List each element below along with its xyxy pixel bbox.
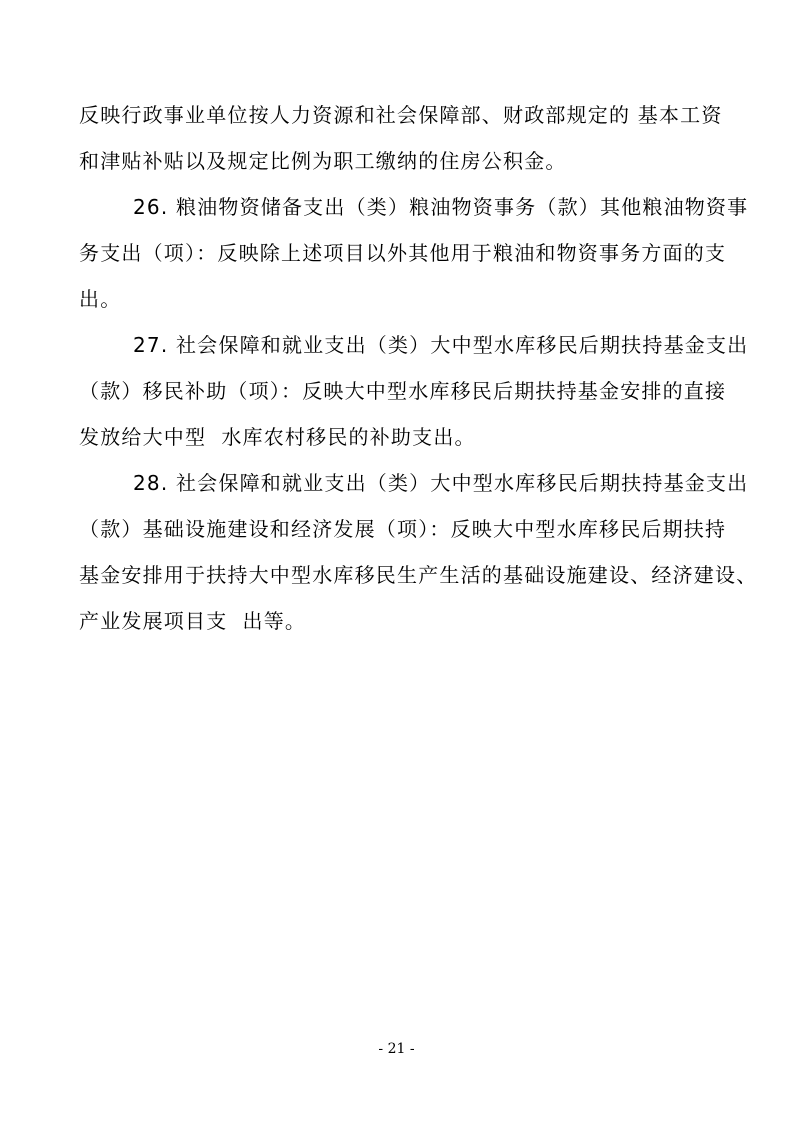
text-line: 反映行政事业单位按人力资源和社会保障部、财政部规定的 基本工资 xyxy=(79,103,723,127)
paragraph-item-27 xyxy=(79,322,749,460)
text-line: 基金安排用于扶持大中型水库移民生产生活的基础设施建设、经济建设、 xyxy=(79,563,758,587)
text-line: 出。 xyxy=(79,287,122,311)
text-line: 27. 社会保障和就业支出（类）大中型水库移民后期扶持基金支出 xyxy=(133,333,749,357)
page-number: - 21 - xyxy=(378,1041,415,1057)
text-line: 产业发展项目支 出等。 xyxy=(79,609,307,633)
paragraph-item-28 xyxy=(79,460,758,644)
text-line: 和津贴补贴以及规定比例为职工缴纳的住房公积金。 xyxy=(79,149,567,173)
paragraph-item-26 xyxy=(79,184,749,322)
text-line: （款）基础设施建设和经济发展（项）：反映大中型水库移民后期扶持 xyxy=(79,517,727,541)
text-line: 务支出（项）：反映除上述项目以外其他用于粮油和物资事务方面的支 xyxy=(79,241,727,265)
text-line: （款）移民补助（项）：反映大中型水库移民后期扶持基金安排的直接 xyxy=(79,379,727,403)
document-body xyxy=(79,92,758,644)
text-line: 发放给大中型 水库农村移民的补助支出。 xyxy=(79,425,476,449)
paragraph-salary-continuation xyxy=(79,92,749,184)
text-line: 26. 粮油物资储备支出（类）粮油物资事务（款）其他粮油物资事 xyxy=(133,195,749,219)
text-line: 28. 社会保障和就业支出（类）大中型水库移民后期扶持基金支出 xyxy=(133,471,749,495)
